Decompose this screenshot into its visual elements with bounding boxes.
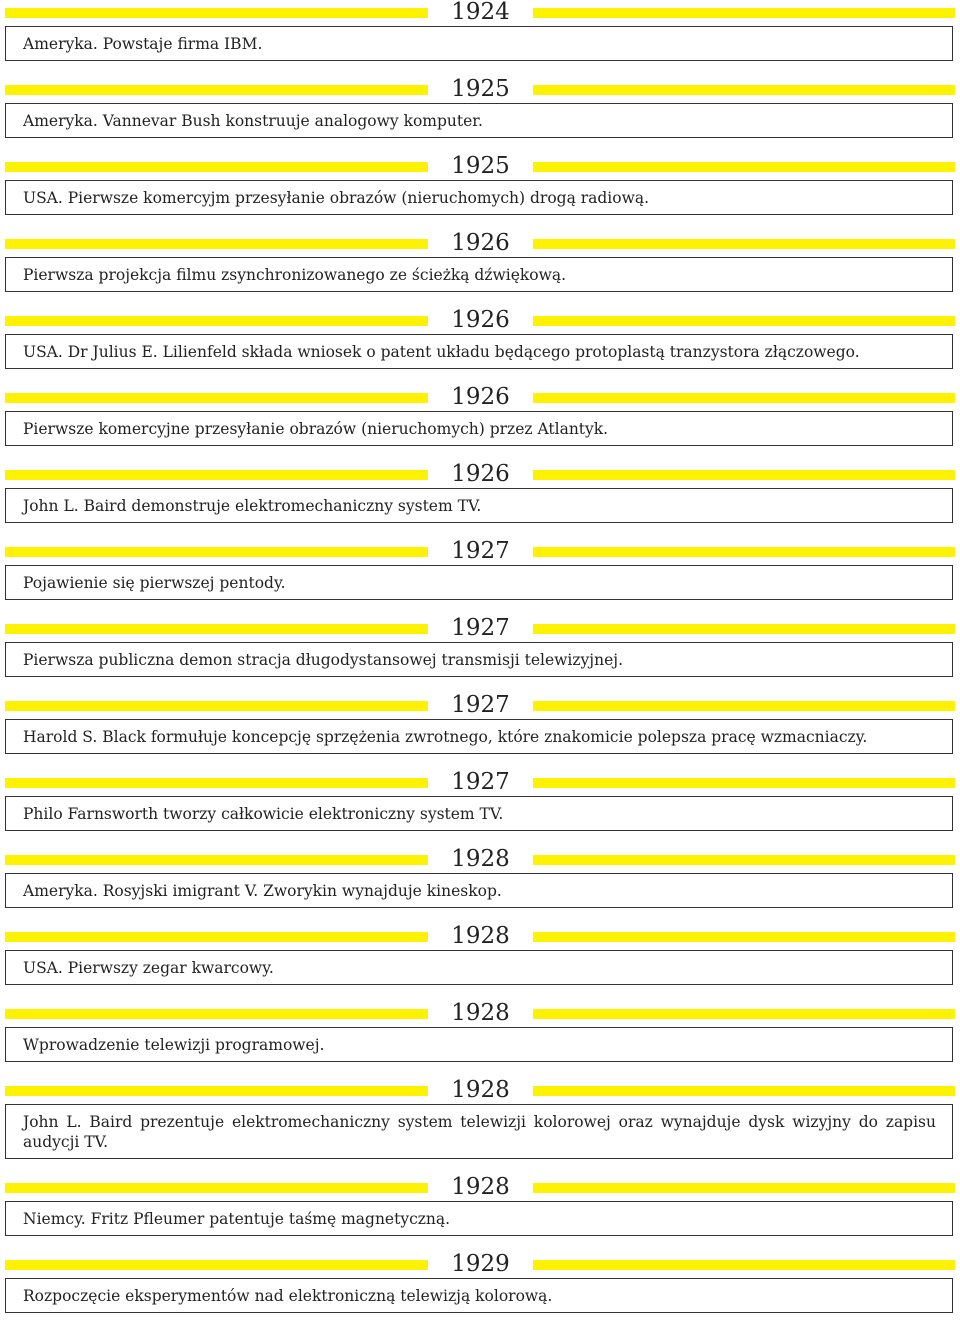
highlight-bar-left <box>5 1009 428 1019</box>
highlight-bar-right <box>533 1260 955 1270</box>
year-label: 1929 <box>451 1251 510 1277</box>
year-label: 1926 <box>451 307 510 333</box>
event-description: Pojawienie się pierwszej pentody. <box>5 565 953 600</box>
highlight-bar-right <box>533 624 955 634</box>
highlight-bar-left <box>5 8 428 18</box>
year-header <box>0 539 960 565</box>
year-label: 1924 <box>451 0 510 25</box>
event-description: Niemcy. Fritz Pfleumer patentuje taśmę magnetyczną. <box>5 1201 953 1236</box>
year-label: 1928 <box>451 1000 510 1026</box>
year-label: 1928 <box>451 1174 510 1200</box>
highlight-bar-left <box>5 162 428 172</box>
event-description: Philo Farnsworth tworzy całkowicie elektroniczny system TV. <box>5 796 953 831</box>
highlight-bar-right <box>533 162 955 172</box>
highlight-bar-left <box>5 470 428 480</box>
year-label: 1926 <box>451 461 510 487</box>
highlight-bar-right <box>533 85 955 95</box>
event-description: Wprowadzenie telewizji programowej. <box>5 1027 953 1062</box>
highlight-bar-right <box>533 1183 955 1193</box>
highlight-bar-right <box>533 239 955 249</box>
highlight-bar-right <box>533 470 955 480</box>
timeline-entry <box>0 924 960 985</box>
year-header <box>0 1078 960 1104</box>
year-header <box>0 77 960 103</box>
event-description: Pierwsza projekcja filmu zsynchronizowanego ze ścieżką dźwiękową. <box>5 257 953 292</box>
timeline-entry <box>0 231 960 292</box>
highlight-bar-right <box>533 701 955 711</box>
timeline-entry <box>0 0 960 61</box>
timeline-entry <box>0 770 960 831</box>
year-header <box>0 847 960 873</box>
year-label: 1927 <box>451 538 510 564</box>
highlight-bar-left <box>5 1086 428 1096</box>
year-header <box>0 462 960 488</box>
year-label: 1928 <box>451 846 510 872</box>
year-header <box>0 1252 960 1278</box>
year-header <box>0 693 960 719</box>
highlight-bar-left <box>5 316 428 326</box>
highlight-bar-left <box>5 239 428 249</box>
highlight-bar-right <box>533 8 955 18</box>
event-description: Ameryka. Vannevar Bush konstruuje analogowy komputer. <box>5 103 953 138</box>
highlight-bar-right <box>533 932 955 942</box>
highlight-bar-left <box>5 624 428 634</box>
timeline-entry <box>0 77 960 138</box>
year-header <box>0 0 960 26</box>
year-header <box>0 308 960 334</box>
year-label: 1927 <box>451 615 510 641</box>
year-label: 1927 <box>451 769 510 795</box>
event-description: Rozpoczęcie eksperymentów nad elektroniczną telewizją kolorową. <box>5 1278 953 1313</box>
year-label: 1926 <box>451 384 510 410</box>
highlight-bar-left <box>5 1260 428 1270</box>
year-label: 1927 <box>451 692 510 718</box>
highlight-bar-left <box>5 547 428 557</box>
timeline-entry <box>0 385 960 446</box>
highlight-bar-left <box>5 1183 428 1193</box>
year-header <box>0 154 960 180</box>
highlight-bar-left <box>5 932 428 942</box>
highlight-bar-left <box>5 393 428 403</box>
event-description: Pierwsze komercyjne przesyłanie obrazów (nieruchomych) przez Atlantyk. <box>5 411 953 446</box>
highlight-bar-left <box>5 778 428 788</box>
timeline-entry <box>0 1175 960 1236</box>
year-header <box>0 924 960 950</box>
highlight-bar-left <box>5 85 428 95</box>
year-label: 1928 <box>451 923 510 949</box>
event-description: John L. Baird prezentuje elektromechaniczny system telewizji kolorowej oraz wynajduje dysk wizyjny do zapisu audycji TV. <box>5 1104 953 1159</box>
event-description: Ameryka. Powstaje firma IBM. <box>5 26 953 61</box>
highlight-bar-right <box>533 1009 955 1019</box>
timeline-entry <box>0 693 960 754</box>
event-description: USA. Pierwszy zegar kwarcowy. <box>5 950 953 985</box>
highlight-bar-right <box>533 316 955 326</box>
timeline-entry <box>0 847 960 908</box>
timeline-entry <box>0 1001 960 1062</box>
highlight-bar-left <box>5 701 428 711</box>
highlight-bar-right <box>533 778 955 788</box>
highlight-bar-left <box>5 855 428 865</box>
year-label: 1925 <box>451 76 510 102</box>
year-header <box>0 231 960 257</box>
year-header <box>0 770 960 796</box>
year-header <box>0 1175 960 1201</box>
year-label: 1925 <box>451 153 510 179</box>
year-label: 1926 <box>451 230 510 256</box>
event-description: John L. Baird demonstruje elektromechaniczny system TV. <box>5 488 953 523</box>
event-description: Harold S. Black formułuje koncepcję sprzężenia zwrotnego, które znakomicie polepsza pracę wzmacniaczy. <box>5 719 953 754</box>
timeline-entry <box>0 308 960 369</box>
event-description: USA. Pierwsze komercyjm przesyłanie obrazów (nieruchomych) drogą radiową. <box>5 180 953 215</box>
event-description: USA. Dr Julius E. Lilienfeld składa wniosek o patent układu będącego protoplastą tranzystora złączowego. <box>5 334 953 369</box>
event-description: Pierwsza publiczna demon stracja długodystansowej transmisji telewizyjnej. <box>5 642 953 677</box>
highlight-bar-right <box>533 855 955 865</box>
year-header <box>0 385 960 411</box>
timeline-entry <box>0 616 960 677</box>
timeline-entry <box>0 1078 960 1159</box>
highlight-bar-right <box>533 1086 955 1096</box>
timeline-entry <box>0 154 960 215</box>
highlight-bar-right <box>533 393 955 403</box>
event-description: Ameryka. Rosyjski imigrant V. Zworykin wynajduje kineskop. <box>5 873 953 908</box>
highlight-bar-right <box>533 547 955 557</box>
timeline-entry <box>0 462 960 523</box>
year-header <box>0 1001 960 1027</box>
year-label: 1928 <box>451 1077 510 1103</box>
timeline-entry <box>0 539 960 600</box>
year-header <box>0 616 960 642</box>
timeline-entry <box>0 1252 960 1313</box>
